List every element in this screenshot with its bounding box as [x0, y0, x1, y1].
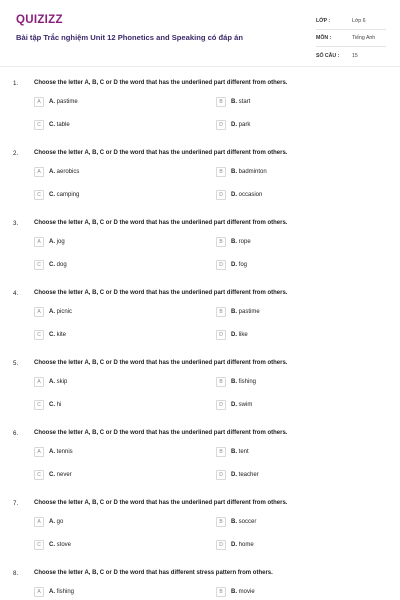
answer-option-a[interactable] [34, 446, 73, 458]
question-text: Choose the letter A, B, C or D the word that has the underlined part different from others. [34, 500, 288, 506]
option-letter-box[interactable]: B [216, 517, 226, 527]
option-text [231, 122, 250, 128]
question-text: Choose the letter A, B, C or D the word that has the underlined part different from others. [34, 290, 288, 296]
option-word: never [56, 472, 72, 478]
option-text [49, 99, 78, 105]
option-text [49, 262, 67, 268]
option-word: aerobics [56, 169, 80, 175]
option-prefix: C. [49, 262, 55, 268]
option-text [49, 589, 74, 595]
option-text [231, 262, 247, 268]
option-letter-box[interactable]: C [34, 470, 44, 480]
option-word: start [238, 99, 251, 105]
answer-option-b[interactable] [216, 236, 251, 248]
option-prefix: A. [49, 309, 55, 315]
option-letter-box[interactable]: A [34, 587, 44, 597]
option-word: pastime [238, 309, 260, 315]
option-prefix: C. [49, 402, 55, 408]
option-prefix: D. [231, 402, 237, 408]
option-letter-box[interactable]: A [34, 377, 44, 387]
option-prefix: B. [231, 309, 237, 315]
meta-label: LỚP : [316, 18, 331, 24]
meta-row-count [316, 47, 386, 64]
option-word: home [238, 542, 254, 548]
option-prefix: C. [49, 332, 55, 338]
option-text [49, 192, 79, 198]
meta-row-class [316, 13, 386, 30]
option-letter-box[interactable]: C [34, 400, 44, 410]
option-text [49, 519, 63, 525]
option-text [231, 99, 250, 105]
option-prefix: C. [49, 192, 55, 198]
option-prefix: A. [49, 519, 55, 525]
option-word: teacher [238, 472, 259, 478]
option-word: go [56, 519, 64, 525]
option-text [231, 589, 255, 595]
question-item [0, 427, 400, 497]
option-letter-box[interactable]: B [216, 587, 226, 597]
question-item [0, 217, 400, 287]
option-text [49, 332, 66, 338]
option-letter-box[interactable]: B [216, 97, 226, 107]
option-prefix: B. [231, 169, 237, 175]
option-text [231, 332, 248, 338]
option-word: swim [238, 402, 253, 408]
option-word: tennis [56, 449, 73, 455]
option-word: jog [56, 239, 65, 245]
question-text: Choose the letter A, B, C or D the word that has the underlined part different from others. [34, 430, 288, 436]
option-prefix: A. [49, 169, 55, 175]
option-prefix: D. [231, 192, 237, 198]
option-prefix: B. [231, 239, 237, 245]
quizizz-logo: QUIZIZZ [16, 14, 63, 26]
answer-option-c[interactable] [34, 469, 72, 481]
option-letter-box[interactable]: A [34, 167, 44, 177]
option-letter-box[interactable]: D [216, 260, 226, 270]
meta-value: Tiếng Anh [352, 35, 376, 41]
option-word: dog [56, 262, 67, 268]
question-number: 4. [13, 290, 19, 297]
option-letter-box[interactable]: C [34, 120, 44, 130]
answer-option-b[interactable] [216, 376, 256, 388]
answer-option-b[interactable] [216, 166, 267, 178]
answer-option-d[interactable] [216, 119, 250, 131]
option-word: fishing [238, 379, 257, 385]
option-letter-box[interactable]: C [34, 330, 44, 340]
question-text: Choose the letter A, B, C or D the word that has different stress pattern from others. [34, 570, 273, 576]
answer-option-b[interactable] [216, 96, 250, 108]
question-item [0, 357, 400, 427]
answer-option-c[interactable] [34, 119, 70, 131]
option-prefix: D. [231, 472, 237, 478]
option-word: park [238, 122, 251, 128]
option-letter-box[interactable]: D [216, 470, 226, 480]
option-letter-box[interactable]: D [216, 190, 226, 200]
option-prefix: A. [49, 589, 55, 595]
answer-option-c[interactable] [34, 539, 71, 551]
option-letter-box[interactable]: B [216, 377, 226, 387]
question-item [0, 567, 400, 600]
option-prefix: A. [49, 379, 55, 385]
option-letter-box[interactable]: B [216, 237, 226, 247]
option-text [231, 239, 251, 245]
answer-option-b[interactable] [216, 516, 256, 528]
answer-option-a[interactable] [34, 96, 78, 108]
answer-option-b[interactable] [216, 586, 255, 598]
option-word: fog [238, 262, 248, 268]
option-text [231, 309, 260, 315]
question-text: Choose the letter A, B, C or D the word that has the underlined part different from others. [34, 220, 288, 226]
option-prefix: C. [49, 542, 55, 548]
option-text [49, 402, 61, 408]
option-prefix: B. [231, 449, 237, 455]
option-word: occasion [238, 192, 263, 198]
answer-option-d[interactable] [216, 189, 262, 201]
meta-value: Lớp 6 [352, 18, 366, 24]
question-item [0, 497, 400, 567]
option-letter-box[interactable]: B [216, 447, 226, 457]
answer-option-c[interactable] [34, 329, 66, 341]
option-letter-box[interactable]: C [34, 540, 44, 550]
question-item [0, 147, 400, 217]
option-text [49, 122, 70, 128]
option-prefix: C. [49, 122, 55, 128]
meta-table [316, 13, 386, 64]
option-letter-box[interactable]: D [216, 540, 226, 550]
option-text [49, 472, 72, 478]
option-letter-box[interactable]: A [34, 517, 44, 527]
option-text [231, 542, 254, 548]
option-letter-box[interactable]: D [216, 120, 226, 130]
option-text [49, 239, 65, 245]
answer-option-a[interactable] [34, 516, 63, 528]
option-prefix: B. [231, 589, 237, 595]
question-item [0, 287, 400, 357]
question-text: Choose the letter A, B, C or D the word that has the underlined part different from others. [34, 80, 288, 86]
option-letter-box[interactable]: C [34, 260, 44, 270]
option-prefix: B. [231, 99, 237, 105]
option-text [231, 169, 267, 175]
meta-label: MÔN : [316, 35, 332, 41]
option-prefix: A. [49, 239, 55, 245]
question-text: Choose the letter A, B, C or D the word that has the underlined part different from others. [34, 150, 288, 156]
option-word: movie [238, 589, 255, 595]
option-word: badminton [238, 169, 267, 175]
option-letter-box[interactable]: A [34, 447, 44, 457]
option-prefix: D. [231, 542, 237, 548]
question-number: 5. [13, 360, 19, 367]
option-prefix: B. [231, 519, 237, 525]
worksheet-title: Bài tập Trắc nghiệm Unit 12 Phonetics and Speaking có đáp án [16, 33, 244, 42]
question-number: 7. [13, 500, 19, 507]
option-letter-box[interactable]: D [216, 330, 226, 340]
meta-label: SỐ CÂU : [316, 52, 340, 59]
question-number: 8. [13, 570, 19, 577]
meta-row-subject [316, 30, 386, 47]
option-text [231, 519, 256, 525]
answer-option-d[interactable] [216, 399, 252, 411]
option-text [49, 542, 71, 548]
option-text [231, 449, 249, 455]
answer-option-d[interactable] [216, 469, 259, 481]
option-word: skip [56, 379, 68, 385]
option-text [49, 309, 72, 315]
question-number: 2. [13, 150, 19, 157]
meta-value: 15 [352, 52, 358, 59]
option-letter-box[interactable]: C [34, 190, 44, 200]
option-word: hi [56, 402, 62, 408]
answer-option-b[interactable] [216, 306, 260, 318]
question-item [0, 77, 400, 147]
answer-option-c[interactable] [34, 399, 61, 411]
answer-option-c[interactable] [34, 189, 79, 201]
header-divider [0, 66, 400, 67]
question-number: 1. [13, 80, 19, 87]
option-word: like [238, 332, 248, 338]
answer-option-d[interactable] [216, 329, 248, 341]
option-word: picnic [56, 309, 73, 315]
option-prefix: B. [231, 379, 237, 385]
option-word: soccer [238, 519, 257, 525]
option-text [49, 379, 67, 385]
answer-option-a[interactable] [34, 376, 67, 388]
option-letter-box[interactable]: A [34, 237, 44, 247]
option-letter-box[interactable]: B [216, 307, 226, 317]
option-prefix: A. [49, 99, 55, 105]
option-word: pastime [56, 99, 78, 105]
option-text [231, 192, 262, 198]
option-text [231, 402, 252, 408]
question-number: 3. [13, 220, 19, 227]
answer-option-d[interactable] [216, 259, 247, 271]
answer-option-d[interactable] [216, 539, 254, 551]
option-letter-box[interactable]: D [216, 400, 226, 410]
option-prefix: D. [231, 262, 237, 268]
question-text: Choose the letter A, B, C or D the word that has the underlined part different from others. [34, 360, 288, 366]
option-prefix: D. [231, 122, 237, 128]
question-number: 6. [13, 430, 19, 437]
option-word: tent [238, 449, 249, 455]
option-letter-box[interactable]: A [34, 307, 44, 317]
answer-option-b[interactable] [216, 446, 249, 458]
answer-option-a[interactable] [34, 236, 65, 248]
worksheet-header [0, 0, 400, 66]
option-word: kite [56, 332, 67, 338]
option-letter-box[interactable]: A [34, 97, 44, 107]
answer-option-a[interactable] [34, 166, 79, 178]
option-text [231, 379, 256, 385]
option-word: table [56, 122, 70, 128]
option-word: rope [238, 239, 251, 245]
option-word: stove [56, 542, 72, 548]
option-letter-box[interactable]: B [216, 167, 226, 177]
option-word: fishing [56, 589, 75, 595]
option-prefix: C. [49, 472, 55, 478]
option-word: camping [56, 192, 80, 198]
option-text [49, 169, 79, 175]
answer-option-c[interactable] [34, 259, 67, 271]
answer-option-a[interactable] [34, 306, 72, 318]
option-prefix: D. [231, 332, 237, 338]
option-text [231, 472, 259, 478]
answer-option-a[interactable] [34, 586, 74, 598]
option-text [49, 449, 73, 455]
option-prefix: A. [49, 449, 55, 455]
